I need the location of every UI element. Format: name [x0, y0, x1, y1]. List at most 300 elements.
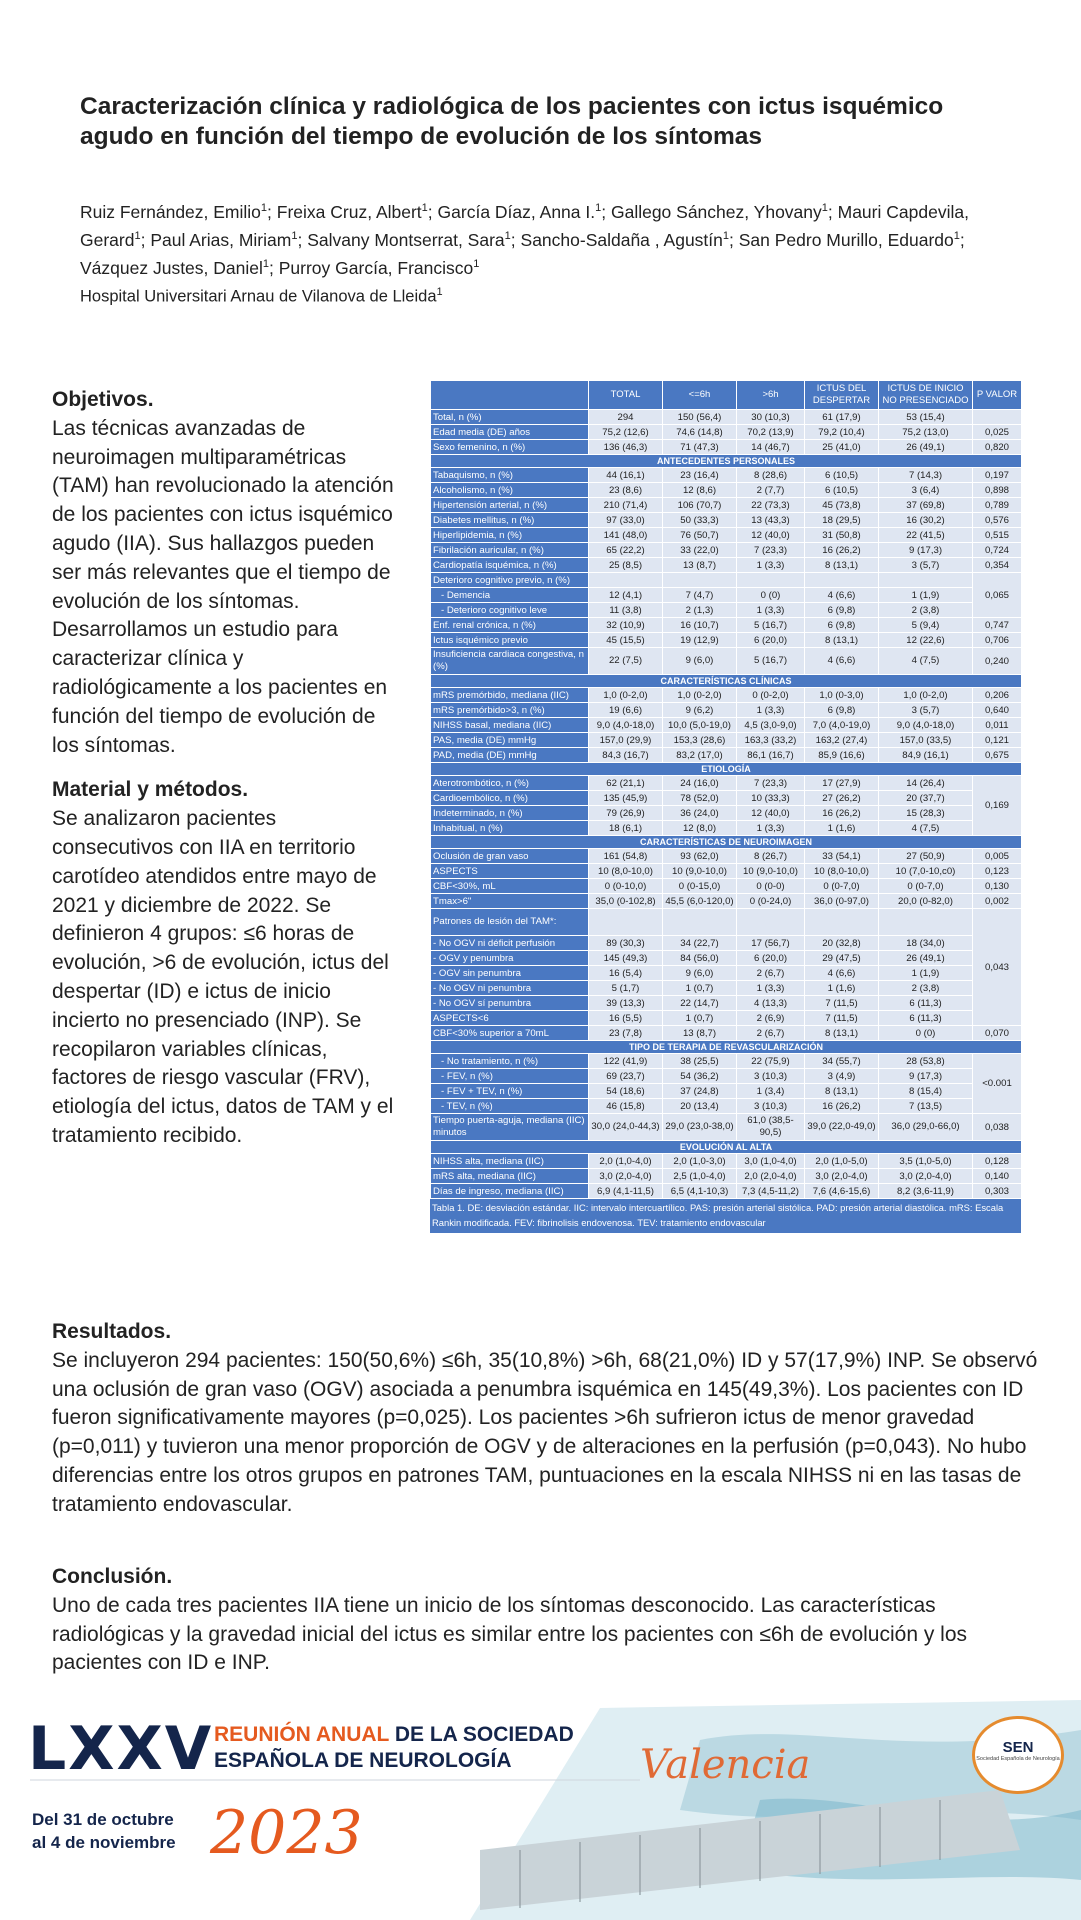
table-p-value: 0,121	[973, 733, 1022, 748]
table-cell: 13 (8,7)	[663, 1026, 737, 1041]
left-column	[52, 386, 397, 1151]
table-p-value: 0,303	[973, 1184, 1022, 1199]
table-cell: 54 (18,6)	[589, 1084, 663, 1099]
table-cell: 5 (16,7)	[737, 618, 805, 633]
table-row-label: - No OGV ni penumbra	[431, 981, 589, 996]
table-row	[431, 573, 1022, 588]
table-cell: 10,0 (5,0-19,0)	[663, 718, 737, 733]
table-cell: 12 (8,0)	[663, 821, 737, 836]
table-row	[431, 1154, 1022, 1169]
table-row	[431, 528, 1022, 543]
table-cell: 1 (0,7)	[663, 1011, 737, 1026]
table-cell: 37 (69,8)	[879, 498, 973, 513]
table-cell: 6 (9,8)	[805, 618, 879, 633]
table-header-cell: ICTUS DE INICIO NO PRESENCIADO	[879, 381, 973, 410]
table-cell: 6 (20,0)	[737, 951, 805, 966]
author-sup: 1	[262, 257, 270, 270]
table-cell: 44 (16,1)	[589, 468, 663, 483]
table-header-cell: <=6h	[663, 381, 737, 410]
table-row	[431, 1099, 1022, 1114]
congress-name-orange: REUNIÓN ANUAL	[214, 1723, 390, 1746]
table-cell: 18 (34,0)	[879, 936, 973, 951]
table-row-label: mRS premórbido, mediana (IIC)	[431, 688, 589, 703]
table-row	[431, 425, 1022, 440]
table-header-cell: >6h	[737, 381, 805, 410]
table-p-value: 0,898	[973, 483, 1022, 498]
table-p-value: 0,070	[973, 1026, 1022, 1041]
table-row	[431, 981, 1022, 996]
table-cell: 22 (73,3)	[737, 498, 805, 513]
table-cell: 136 (46,3)	[589, 440, 663, 455]
table-cell: 75,2 (13,0)	[879, 425, 973, 440]
conclusion-text: Uno de cada tres pacientes IIA tiene un inicio de los síntomas desconocido. Las características radiológicas y la gravedad inicial del ictus es similar entre los pacientes con ≤6h de evolución y los pacientes con ID e INP.	[52, 1593, 968, 1675]
table-row-label: NIHSS alta, mediana (IIC)	[431, 1154, 589, 1169]
table-cell: 26 (49,1)	[879, 951, 973, 966]
table-cell: 16 (5,5)	[589, 1011, 663, 1026]
table-row-label: PAD, media (DE) mmHg	[431, 748, 589, 763]
table-cell: 150 (56,4)	[663, 410, 737, 425]
table-row-label: CBF<30%, mL	[431, 879, 589, 894]
table-row	[431, 718, 1022, 733]
author-separator: ;	[140, 229, 151, 250]
table-cell: 3 (5,7)	[879, 703, 973, 718]
table-cell: 2,0 (1,0-3,0)	[663, 1154, 737, 1169]
table-cell: 3,0 (2,0-4,0)	[805, 1169, 879, 1184]
author-name: Sancho-Saldaña , Agustín	[520, 229, 723, 250]
table-cell: 3 (10,3)	[737, 1069, 805, 1084]
author-sup: 1	[421, 202, 428, 214]
table-cell: 45,5 (6,0-120,0)	[663, 894, 737, 909]
table-cell: 20 (13,4)	[663, 1099, 737, 1114]
table-cell: 7 (4,7)	[663, 588, 737, 603]
resultados-text: Se incluyeron 294 pacientes: 150(50,6%) ≤6h, 35(10,8%) >6h, 68(21,0%) ID y 57(17,9%) INP. Se observó una oclusión de gran vaso (OGV) asociada a penumbra isquémica en 145(49,3%). Los pacientes con ID fueron significativamente mayores (p=0,025). Los pacientes >6h sufrieron ictus de menor gravedad (p=0,011) y tuvieron una menor proporción de OGV y de alteraciones en la perfusión (p=0,043). No hubo diferencias entre los otros grupos en patrones TAM, puntuaciones en la escala NIHSS ni en las tasas de tratamiento endovascular.	[52, 1348, 1038, 1516]
table-cell: 74,6 (14,8)	[663, 425, 737, 440]
table-cell: 1 (1,9)	[879, 966, 973, 981]
table-p-value: 0,640	[973, 703, 1022, 718]
table-row-label: Tabaquismo, n (%)	[431, 468, 589, 483]
table-cell: 4 (7,5)	[879, 821, 973, 836]
table-row	[431, 468, 1022, 483]
table-row	[431, 1169, 1022, 1184]
conclusion-heading: Conclusión.	[52, 1565, 173, 1588]
table-cell: 2 (3,8)	[879, 603, 973, 618]
table-cell: 17 (27,9)	[805, 776, 879, 791]
table-header-row	[431, 381, 1022, 410]
affiliation-text: Hospital Universitari Arnau de Vilanova de Lleida	[80, 287, 437, 306]
table-cell: 10 (9,0-10,0)	[663, 864, 737, 879]
table-row	[431, 703, 1022, 718]
table-cell: 36,0 (0-97,0)	[805, 894, 879, 909]
table-p-value: 0,065	[973, 573, 1022, 618]
table-cell: 5 (9,4)	[879, 618, 973, 633]
table-cell	[737, 909, 805, 936]
author-sup: 1	[473, 257, 480, 270]
table-row	[431, 440, 1022, 455]
table-p-value: 0,820	[973, 440, 1022, 455]
table-cell: 46 (15,8)	[589, 1099, 663, 1114]
author-sup: 1	[595, 202, 602, 214]
table-cell: 61,0 (38,5-90,5)	[737, 1114, 805, 1141]
table-p-value: 0,005	[973, 849, 1022, 864]
table-cell: 3 (6,4)	[879, 483, 973, 498]
table-cell: 14 (26,4)	[879, 776, 973, 791]
table-row	[431, 1054, 1022, 1069]
table-cell: 29 (47,5)	[805, 951, 879, 966]
author-name: Mauri Capdevila, Gerard	[80, 201, 969, 250]
table-row	[431, 688, 1022, 703]
table-cell: 1,0 (0-2,0)	[663, 688, 737, 703]
table-cell: 9 (6,0)	[663, 966, 737, 981]
table-row-label: Edad media (DE) años	[431, 425, 589, 440]
table-cell: 3,0 (1,0-4,0)	[737, 1154, 805, 1169]
author-sup: 1	[821, 202, 828, 214]
table-cell: 13 (43,3)	[737, 513, 805, 528]
table-cell: 3,0 (2,0-4,0)	[589, 1169, 663, 1184]
table-cell: 30 (10,3)	[737, 410, 805, 425]
table-row	[431, 966, 1022, 981]
author-separator: ;	[510, 229, 521, 250]
table-cell: 2 (6,7)	[737, 1026, 805, 1041]
table-cell: 76 (50,7)	[663, 528, 737, 543]
table-cell: 6,5 (4,1-10,3)	[663, 1184, 737, 1199]
table-cell: 1 (3,3)	[737, 821, 805, 836]
author-name: Ruiz Fernández, Emilio	[80, 201, 261, 222]
table-cell: 69 (23,7)	[589, 1069, 663, 1084]
objetivos-text: Las técnicas avanzadas de neuroimagen multiparamétricas (TAM) han revolucionado la atención de los pacientes con ictus isquémico agudo (IIA). Sus hallazgos pueden ser más relevantes que el tiempo de evolución de los síntomas. Desarrollamos un estudio para caracterizar clínica y radiológicamente a los pacientes en función del tiempo de evolución de los síntomas.	[52, 416, 394, 757]
congress-dates	[32, 1808, 176, 1854]
table-cell: 15 (28,3)	[879, 806, 973, 821]
table-cell: 30,0 (24,0-44,3)	[589, 1114, 663, 1141]
table-cell: 2 (1,3)	[663, 603, 737, 618]
table-cell: 13 (8,7)	[663, 558, 737, 573]
table-cell: 78 (52,0)	[663, 791, 737, 806]
table-row	[431, 410, 1022, 425]
table-row	[431, 936, 1022, 951]
table-cell: 1,0 (0-2,0)	[879, 688, 973, 703]
table-row-label: mRS alta, mediana (IIC)	[431, 1169, 589, 1184]
table-p-value: 0,789	[973, 498, 1022, 513]
table-cell: 163,2 (27,4)	[805, 733, 879, 748]
table-p-value: 0,354	[973, 558, 1022, 573]
author-sup: 1	[291, 229, 298, 242]
table-p-value: <0.001	[973, 1054, 1022, 1114]
objetivos-heading: Objetivos.	[52, 388, 154, 411]
table-cell: 6 (11,3)	[879, 1011, 973, 1026]
table-row-label: Días de ingreso, mediana (IIC)	[431, 1184, 589, 1199]
table-row	[431, 1069, 1022, 1084]
table-cell: 54 (36,2)	[663, 1069, 737, 1084]
table-row	[431, 1011, 1022, 1026]
table-cell: 1 (3,3)	[737, 558, 805, 573]
affiliation	[80, 286, 980, 307]
table-cell: 8 (13,1)	[805, 633, 879, 648]
table-cell: 106 (70,7)	[663, 498, 737, 513]
table-row-label: Hiperlipidemia, n (%)	[431, 528, 589, 543]
table-row	[431, 1141, 1022, 1154]
table-cell: 31 (50,8)	[805, 528, 879, 543]
table-row	[431, 864, 1022, 879]
table-cell: 0 (0-24,0)	[737, 894, 805, 909]
table-cell: 10 (8,0-10,0)	[805, 864, 879, 879]
table-cell: 65 (22,2)	[589, 543, 663, 558]
table-cell: 6 (20,0)	[737, 633, 805, 648]
table-row-label: Alcoholismo, n (%)	[431, 483, 589, 498]
table-row-label: Insuficiencia cardiaca congestiva, n (%)	[431, 648, 589, 675]
table-cell: 75,2 (12,6)	[589, 425, 663, 440]
table-cell	[663, 573, 737, 588]
table-cell: 35,0 (0-102,8)	[589, 894, 663, 909]
table-row-label: - No OGV sí penumbra	[431, 996, 589, 1011]
table-cell: 2,5 (1,0-4,0)	[663, 1169, 737, 1184]
author-name: Vázquez Justes, Daniel	[80, 257, 263, 278]
table-cell: 4 (6,6)	[805, 588, 879, 603]
table-row	[431, 513, 1022, 528]
table-p-value: 0,002	[973, 894, 1022, 909]
table-cell: 4 (6,6)	[805, 648, 879, 675]
author-name: Paul Arias, Miriam	[150, 229, 292, 250]
table-cell: 34 (55,7)	[805, 1054, 879, 1069]
table-cell: 16 (5,4)	[589, 966, 663, 981]
table-cell: 4,5 (3,0-9,0)	[737, 718, 805, 733]
table-p-value: 0,747	[973, 618, 1022, 633]
table-section-header: EVOLUCIÓN AL ALTA	[431, 1141, 1022, 1154]
author-sup: 1	[722, 229, 730, 242]
table-cell: 8,2 (3,6-11,9)	[879, 1184, 973, 1199]
table-cell: 1 (0,7)	[663, 981, 737, 996]
table-cell: 9 (17,3)	[879, 543, 973, 558]
table-row-label: - Deterioro cognitivo leve	[431, 603, 589, 618]
table-cell: 27 (26,2)	[805, 791, 879, 806]
table-cell: 17 (56,7)	[737, 936, 805, 951]
table-cell: 0 (0-2,0)	[737, 688, 805, 703]
table-row	[431, 879, 1022, 894]
table-row-label: Tmax>6"	[431, 894, 589, 909]
table-cell: 84 (56,0)	[663, 951, 737, 966]
table-cell: 3 (4,9)	[805, 1069, 879, 1084]
table-cell: 9,0 (4,0-18,0)	[589, 718, 663, 733]
table-row	[431, 483, 1022, 498]
congress-footer	[0, 1700, 1081, 1920]
table-cell: 12 (40,0)	[737, 806, 805, 821]
table-p-value: 0,169	[973, 776, 1022, 836]
table-cell: 135 (45,9)	[589, 791, 663, 806]
author-name: García Díaz, Anna I.	[437, 201, 596, 222]
table-cell: 6 (9,8)	[805, 703, 879, 718]
table-cell: 33 (22,0)	[663, 543, 737, 558]
table-cell: 25 (41,0)	[805, 440, 879, 455]
resultados-heading: Resultados.	[52, 1320, 172, 1343]
table-cell: 122 (41,9)	[589, 1054, 663, 1069]
table-cell: 6 (10,5)	[805, 483, 879, 498]
sen-logo	[972, 1716, 1064, 1794]
table-row-label: Cardioembólico, n (%)	[431, 791, 589, 806]
sen-logo-text: SEN	[1002, 1739, 1034, 1756]
table-cell: 38 (25,5)	[663, 1054, 737, 1069]
congress-dates-line1: Del 31 de octubre	[32, 1810, 174, 1829]
table-cell: 22 (14,7)	[663, 996, 737, 1011]
table-cell: 1 (1,6)	[805, 821, 879, 836]
results-table-panel	[430, 380, 1021, 1233]
table-cell: 71 (47,3)	[663, 440, 737, 455]
table-cell: 157,0 (33,5)	[879, 733, 973, 748]
table-cell: 6 (11,3)	[879, 996, 973, 1011]
table-cell: 7,0 (4,0-19,0)	[805, 718, 879, 733]
table-cell: 9,0 (4,0-18,0)	[879, 718, 973, 733]
table-row	[431, 498, 1022, 513]
author-separator: ;	[427, 201, 438, 222]
table-cell	[589, 573, 663, 588]
author-name: Salvany Montserrat, Sara	[307, 229, 505, 250]
table-section-header: CARACTERÍSTICAS CLÍNICAS	[431, 675, 1022, 688]
table-cell: 1 (3,4)	[737, 1084, 805, 1099]
author-separator: ;	[959, 229, 965, 250]
table-cell: 6 (10,5)	[805, 468, 879, 483]
table-row	[431, 1026, 1022, 1041]
table-header-cell: P VALOR	[973, 381, 1022, 410]
table-cell: 16 (26,2)	[805, 1099, 879, 1114]
table-row-label: NIHSS basal, mediana (IIC)	[431, 718, 589, 733]
table-cell: 37 (24,8)	[663, 1084, 737, 1099]
table-cell: 12 (40,0)	[737, 528, 805, 543]
table-cell: 294	[589, 410, 663, 425]
table-cell: 9 (17,3)	[879, 1069, 973, 1084]
table-cell: 0 (0-7,0)	[879, 879, 973, 894]
author-name: Gallego Sánchez, Yhovany	[610, 201, 822, 222]
table-cell	[879, 573, 973, 588]
table-row	[431, 776, 1022, 791]
table-cell: 28 (53,8)	[879, 1054, 973, 1069]
table-header-cell	[431, 381, 589, 410]
table-cell: 45 (73,8)	[805, 498, 879, 513]
author-separator: ;	[267, 201, 277, 222]
table-cell: 1,0 (0-2,0)	[589, 688, 663, 703]
affiliation-sup: 1	[436, 286, 443, 298]
table-row-label: Inhabitual, n (%)	[431, 821, 589, 836]
table-cell: 16 (26,2)	[805, 806, 879, 821]
table-cell: 163,3 (33,2)	[737, 733, 805, 748]
table-cell: 8 (13,1)	[805, 1084, 879, 1099]
table-cell: 33 (54,1)	[805, 849, 879, 864]
table-cell: 6,9 (4,1-11,5)	[589, 1184, 663, 1199]
table-cell: 32 (10,9)	[589, 618, 663, 633]
congress-name-line2: ESPAÑOLA DE NEUROLOGÍA	[214, 1749, 512, 1772]
table-section-header: ETIOLOGÍA	[431, 763, 1022, 776]
table-row	[431, 1041, 1022, 1054]
table-cell: 10 (9,0-10,0)	[737, 864, 805, 879]
poster-title: Caracterización clínica y radiológica de los pacientes con ictus isquémico agudo en función del tiempo de evolución de los síntomas	[80, 93, 944, 150]
author-name: San Pedro Murillo, Eduardo	[738, 229, 954, 250]
table-p-value: 0,675	[973, 748, 1022, 763]
table-cell: 2,0 (1,0-5,0)	[805, 1154, 879, 1169]
table-cell: 61 (17,9)	[805, 410, 879, 425]
table-cell: 10 (33,3)	[737, 791, 805, 806]
author-name: Freixa Cruz, Albert	[276, 201, 422, 222]
table-section-header: TIPO DE TERAPIA DE REVASCULARIZACIÓN	[431, 1041, 1022, 1054]
table-cell: 79 (26,9)	[589, 806, 663, 821]
table-cell: 50 (33,3)	[663, 513, 737, 528]
table-cell: 7 (11,5)	[805, 1011, 879, 1026]
table-row	[431, 1084, 1022, 1099]
table-cell: 39 (13,3)	[589, 996, 663, 1011]
table-section-header: ANTECEDENTES PERSONALES	[431, 455, 1022, 468]
table-cell: 3 (10,3)	[737, 1099, 805, 1114]
table-row-label: Hipertensión arterial, n (%)	[431, 498, 589, 513]
table-cell: 4 (13,3)	[737, 996, 805, 1011]
table-cell: 157,0 (29,9)	[589, 733, 663, 748]
table-cell: 2 (6,7)	[737, 966, 805, 981]
table-cell: 5 (1,7)	[589, 981, 663, 996]
table-cell	[737, 573, 805, 588]
author-list	[80, 196, 1000, 279]
table-cell: 4 (7,5)	[879, 648, 973, 675]
table-cell: 1,0 (0-3,0)	[805, 688, 879, 703]
table-cell: 3,0 (2,0-4,0)	[879, 1169, 973, 1184]
table-cell	[589, 909, 663, 936]
table-row	[431, 733, 1022, 748]
author-sup: 1	[260, 202, 268, 214]
table-row	[431, 543, 1022, 558]
table-cell: 16 (10,7)	[663, 618, 737, 633]
table-p-value: 0,140	[973, 1169, 1022, 1184]
table-row-label: Indeterminado, n (%)	[431, 806, 589, 821]
author-sup: 1	[134, 229, 141, 242]
table-row	[431, 791, 1022, 806]
table-cell: 11 (3,8)	[589, 603, 663, 618]
table-caption: Tabla 1. DE: desviación estándar. IIC: intervalo intercuartílico. PAS: presión arterial sistólica. PAD: presión arterial diastólica. mRS: Escala Rankin modificada. FEV: fibrinolisis endovenosa. TEV: tratamiento endovascular	[430, 1199, 1021, 1233]
table-cell: 8 (13,1)	[805, 1026, 879, 1041]
table-row-label: Tiempo puerta-aguja, mediana (IIC) minutos	[431, 1114, 589, 1141]
congress-name-dark: DE LA SOCIEDAD	[389, 1723, 574, 1746]
table-cell	[805, 573, 879, 588]
sen-logo-subtext: Sociedad Española de Neurología	[976, 1756, 1060, 1762]
table-cell: 84,3 (16,7)	[589, 748, 663, 763]
table-cell: 8 (15,4)	[879, 1084, 973, 1099]
author-name: Purroy García, Francisco	[278, 257, 474, 278]
metodos-heading: Material y métodos.	[52, 778, 249, 802]
table-cell: 2 (7,7)	[737, 483, 805, 498]
table-row-label: Patrones de lesión del TAM*:	[431, 909, 589, 936]
table-row-label: - Demencia	[431, 588, 589, 603]
table-row-label: ASPECTS	[431, 864, 589, 879]
table-cell: 85,9 (16,6)	[805, 748, 879, 763]
table-cell: 84,9 (16,1)	[879, 748, 973, 763]
author-sup: 1	[953, 229, 960, 242]
table-cell: 20,0 (0-82,0)	[879, 894, 973, 909]
table-row-label: Fibrilación auricular, n (%)	[431, 543, 589, 558]
author-separator: ;	[297, 229, 308, 250]
table-cell: 20 (32,8)	[805, 936, 879, 951]
table-cell: 2 (6,9)	[737, 1011, 805, 1026]
table-row	[431, 909, 1022, 936]
conclusion-section	[52, 1563, 1042, 1678]
table-cell: 16 (30,2)	[879, 513, 973, 528]
table-cell: 89 (30,3)	[589, 936, 663, 951]
table-cell: 24 (16,0)	[663, 776, 737, 791]
table-cell: 8 (13,1)	[805, 558, 879, 573]
table-cell: 62 (21,1)	[589, 776, 663, 791]
table-cell: 1 (3,3)	[737, 603, 805, 618]
table-row-label: Enf. renal crónica, n (%)	[431, 618, 589, 633]
table-cell: 8 (26,7)	[737, 849, 805, 864]
table-cell: 0 (0-7,0)	[805, 879, 879, 894]
table-row-label: Ictus isquémico previo	[431, 633, 589, 648]
author-separator: ;	[729, 229, 739, 250]
table-p-value: 0,130	[973, 879, 1022, 894]
table-row	[431, 618, 1022, 633]
table-cell: 1 (3,3)	[737, 981, 805, 996]
table-cell: 7 (14,3)	[879, 468, 973, 483]
table-cell: 79,2 (10,4)	[805, 425, 879, 440]
